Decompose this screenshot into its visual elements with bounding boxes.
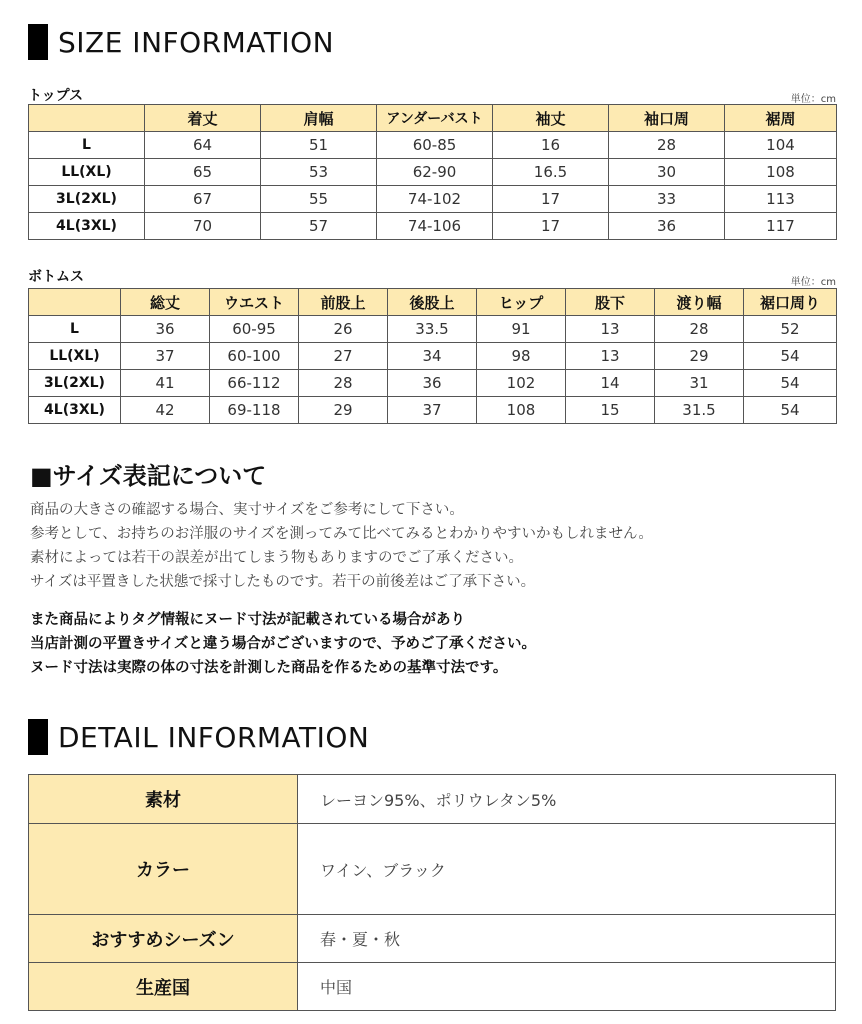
- header-cell: 袖丈: [493, 105, 609, 132]
- header-cell: 股下: [566, 289, 655, 316]
- header-cell: ヒップ: [477, 289, 566, 316]
- table-row: [29, 159, 837, 186]
- bottoms-size-table: [28, 288, 837, 424]
- detail-row-material: [29, 775, 836, 824]
- size-notes-heading: ■サイズ表記について: [30, 462, 267, 490]
- heading-bar: [28, 24, 48, 60]
- table-cell: 29: [299, 397, 388, 424]
- table-cell: 60-95: [210, 316, 299, 343]
- tops-label: トップス: [28, 88, 84, 104]
- table-row: [29, 186, 837, 213]
- detail-row-color: [29, 824, 836, 915]
- table-row: [29, 316, 837, 343]
- header-cell: 裾口周り: [744, 289, 837, 316]
- heading-bar: [28, 719, 48, 755]
- note-line: サイズは平置きした状態で採寸したものです。若干の前後差はご了承下さい。: [30, 574, 536, 590]
- table-cell: 37: [121, 343, 210, 370]
- table-cell: 51: [261, 132, 377, 159]
- size-information-title: SIZE INFORMATION: [58, 25, 335, 59]
- header-cell: 肩幅: [261, 105, 377, 132]
- detail-label: おすすめシーズン: [29, 915, 298, 963]
- detail-label: 素材: [29, 775, 298, 824]
- header-cell: アンダーバスト: [377, 105, 493, 132]
- note-line-bold: また商品によりタグ情報にヌード寸法が記載されている場合があり: [30, 612, 465, 628]
- size-label: 4L(3XL): [29, 213, 145, 240]
- table-header-row: [29, 289, 837, 316]
- header-cell: 総丈: [121, 289, 210, 316]
- table-cell: 53: [261, 159, 377, 186]
- nude-size-notes: [30, 608, 536, 680]
- size-label: 3L(2XL): [29, 370, 121, 397]
- bottoms-unit: 単位：cm: [790, 277, 836, 288]
- table-cell: 66-112: [210, 370, 299, 397]
- header-corner: [29, 289, 121, 316]
- detail-value: 中国: [298, 963, 836, 1011]
- table-cell: 13: [566, 316, 655, 343]
- table-cell: 67: [145, 186, 261, 213]
- table-header-row: [29, 105, 837, 132]
- table-cell: 29: [655, 343, 744, 370]
- table-cell: 36: [121, 316, 210, 343]
- header-cell: 裾周: [725, 105, 837, 132]
- note-line: 参考として、お持ちのお洋服のサイズを測ってみて比べてみるとわかりやすいかもしれません。: [30, 526, 653, 542]
- note-line: 素材によっては若干の誤差が出てしまう物もありますのでご了承ください。: [30, 550, 523, 566]
- table-cell: 91: [477, 316, 566, 343]
- detail-value: レーヨン95%、ポリウレタン5%: [298, 775, 836, 824]
- header-cell: 渡り幅: [655, 289, 744, 316]
- table-cell: 62-90: [377, 159, 493, 186]
- size-notes: [30, 498, 653, 594]
- table-cell: 34: [388, 343, 477, 370]
- detail-value: ワイン、ブラック: [298, 824, 836, 915]
- table-cell: 117: [725, 213, 837, 240]
- size-label: LL(XL): [29, 159, 145, 186]
- tops-size-table: [28, 104, 837, 240]
- header-corner: [29, 105, 145, 132]
- table-cell: 30: [609, 159, 725, 186]
- table-cell: 60-100: [210, 343, 299, 370]
- table-row: [29, 343, 837, 370]
- table-cell: 15: [566, 397, 655, 424]
- tops-unit: 単位：cm: [790, 94, 836, 105]
- note-line-bold: 当店計測の平置きサイズと違う場合がございますので、予めご了承ください。: [30, 636, 537, 652]
- table-cell: 16: [493, 132, 609, 159]
- header-cell: 着丈: [145, 105, 261, 132]
- table-cell: 17: [493, 213, 609, 240]
- table-cell: 102: [477, 370, 566, 397]
- table-cell: 69-118: [210, 397, 299, 424]
- table-cell: 54: [744, 343, 837, 370]
- header-cell: 前股上: [299, 289, 388, 316]
- table-row: [29, 370, 837, 397]
- table-cell: 113: [725, 186, 837, 213]
- header-cell: ウエスト: [210, 289, 299, 316]
- table-cell: 57: [261, 213, 377, 240]
- size-label: LL(XL): [29, 343, 121, 370]
- table-cell: 28: [299, 370, 388, 397]
- table-cell: 27: [299, 343, 388, 370]
- size-label: L: [29, 132, 145, 159]
- table-cell: 74-102: [377, 186, 493, 213]
- note-line: 商品の大きさの確認する場合、実寸サイズをご参考にして下さい。: [30, 502, 464, 518]
- table-cell: 98: [477, 343, 566, 370]
- table-cell: 36: [609, 213, 725, 240]
- table-cell: 36: [388, 370, 477, 397]
- header-cell: 袖口周: [609, 105, 725, 132]
- table-cell: 55: [261, 186, 377, 213]
- table-cell: 74-106: [377, 213, 493, 240]
- table-cell: 54: [744, 370, 837, 397]
- table-cell: 28: [655, 316, 744, 343]
- size-label: 4L(3XL): [29, 397, 121, 424]
- table-cell: 31.5: [655, 397, 744, 424]
- table-cell: 70: [145, 213, 261, 240]
- table-cell: 31: [655, 370, 744, 397]
- detail-row-origin: [29, 963, 836, 1011]
- table-cell: 54: [744, 397, 837, 424]
- size-label: 3L(2XL): [29, 186, 145, 213]
- note-line-bold: ヌード寸法は実際の体の寸法を計測した商品を作るための基準寸法です。: [30, 660, 508, 676]
- table-cell: 52: [744, 316, 837, 343]
- table-cell: 26: [299, 316, 388, 343]
- detail-label: 生産国: [29, 963, 298, 1011]
- bottoms-label: ボトムス: [28, 269, 84, 285]
- detail-label: カラー: [29, 824, 298, 915]
- table-cell: 37: [388, 397, 477, 424]
- table-cell: 14: [566, 370, 655, 397]
- table-cell: 41: [121, 370, 210, 397]
- table-row: [29, 132, 837, 159]
- table-cell: 42: [121, 397, 210, 424]
- table-cell: 65: [145, 159, 261, 186]
- size-information-heading: [28, 24, 334, 60]
- table-cell: 60-85: [377, 132, 493, 159]
- detail-table: [28, 774, 836, 1011]
- table-cell: 16.5: [493, 159, 609, 186]
- table-row: [29, 397, 837, 424]
- table-cell: 108: [477, 397, 566, 424]
- table-cell: 108: [725, 159, 837, 186]
- detail-row-season: [29, 915, 836, 963]
- header-cell: 後股上: [388, 289, 477, 316]
- detail-value: 春・夏・秋: [298, 915, 836, 963]
- table-cell: 33.5: [388, 316, 477, 343]
- table-row: [29, 213, 837, 240]
- table-cell: 17: [493, 186, 609, 213]
- table-cell: 28: [609, 132, 725, 159]
- table-cell: 64: [145, 132, 261, 159]
- table-cell: 33: [609, 186, 725, 213]
- detail-information-title: DETAIL INFORMATION: [58, 720, 370, 754]
- table-cell: 104: [725, 132, 837, 159]
- detail-information-heading: [28, 719, 369, 755]
- size-label: L: [29, 316, 121, 343]
- table-cell: 13: [566, 343, 655, 370]
